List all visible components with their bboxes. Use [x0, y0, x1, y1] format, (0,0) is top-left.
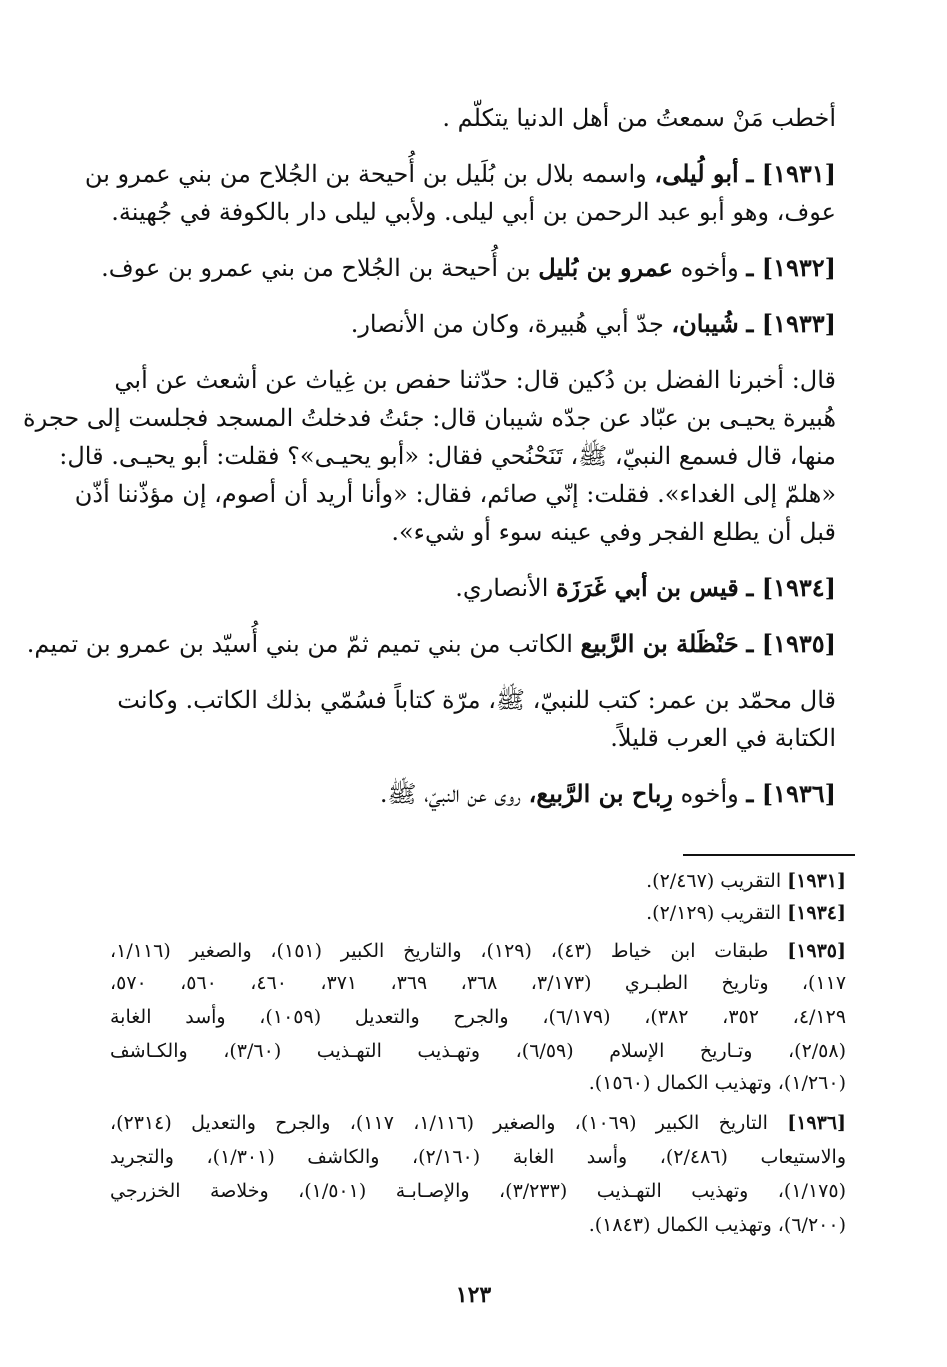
- footnote-line: [110, 1068, 846, 1098]
- entry-heading: [١٩٣٤] ـ: [746, 573, 836, 602]
- entry-heading: أبو لُيلى،: [654, 159, 739, 188]
- text-run: (٦/٢٠٠)، وتهذيب الكمال (١٨٤٣).: [588, 1214, 846, 1236]
- text-run: واسمه بلال بن بُلَيل بن أُحيحة بن الجُلاح من بني عمرو بن: [84, 160, 655, 188]
- body-line: [118, 514, 836, 550]
- text-run: ١١٧)، وتاريخ الطبـري (٣/١٧٣، ٣٦٨، ٣٦٩، ٣٧١، ٤٦٠، ٥٦٠، ٥٧٠،: [110, 972, 847, 994]
- entry-heading: رِباح بن الرَّبيع،: [528, 779, 673, 808]
- entry-heading: [١٩٣٥] ـ: [746, 629, 836, 658]
- text-run: طبقات ابن خياط (٤٣)، (١٢٩)، والتاريخ الكبير (١٥١)، والصغير (١/١١٦،: [110, 940, 788, 962]
- text-run: الأنصاري.: [455, 574, 557, 602]
- page-number: ١٢٣: [455, 1282, 492, 1308]
- entry-heading: قيس بن أبي غَرَزَة: [556, 573, 739, 602]
- text-run: قال محمّد بن عمر: كتب للنبيّ، ﷺ، مرّة كتاباً فسُمّي بذلك الكاتب. وكانت: [117, 686, 836, 714]
- footnote-key: [١٩٣١]: [787, 870, 846, 892]
- text-run: ٤/١٢٩، ٣٥٢، ٣٨٢)، (٦/١٧٩)، والجرح والتعديل (١٠٥٩)، وأسد الغابة: [110, 1006, 847, 1028]
- body-line: [118, 100, 836, 136]
- text-run: (١/٢٦٠)، وتهذيب الكمال (١٥٦٠).: [588, 1072, 846, 1094]
- footnote-line: [110, 1142, 846, 1172]
- entry-heading: [١٩٣١] ـ: [746, 159, 836, 188]
- body-line: [118, 570, 836, 606]
- body-line: [114, 362, 836, 398]
- text-run: «هلمّ إلى الغداء». فقلت: إنّي صائم، فقال: «وأنا أريد أن أصوم، إن مؤذّننا أذّن: [74, 480, 836, 508]
- text-run: وأخوه: [673, 780, 747, 808]
- text-run: التقريب (٢/١٢٩).: [646, 902, 788, 924]
- entry-heading: [١٩٣٣] ـ: [746, 309, 836, 338]
- entry-heading: [١٩٣٦] ـ: [746, 779, 836, 808]
- footnote-key: [١٩٣٤]: [787, 902, 846, 924]
- body-line: [118, 306, 836, 342]
- text-run: بن أُحيحة بن الجُلاح من بني عمرو بن عوف.: [101, 254, 539, 282]
- footnote-line: [110, 866, 846, 896]
- footnote-line: [110, 968, 846, 998]
- body-line: [59, 438, 836, 474]
- body-line: [118, 720, 836, 756]
- text-run: التقريب (٢/٤٦٧).: [646, 870, 788, 892]
- footnote-line: [110, 1108, 846, 1138]
- text-run: هُبيرة يحيـى بن عبّاد عن جدّه شيبان قال: جئتُ فدخلتُ المسجد فجلست إلى حجرة: [23, 404, 836, 432]
- body-line: [118, 776, 836, 812]
- body-line: [84, 156, 836, 192]
- text-run: قال: أخبرنا الفضل بن دُكين قال: حدّثنا حفص بن غِياث عن أشعث عن أبي: [114, 366, 836, 394]
- text-run: منها، قال فسمع النبيّ، ﷺ، تَنَحْنُحي فقال: «أبو يحيـى»؟ فقلت: أبو يحيـى. قال:: [59, 442, 836, 470]
- footnote-key: [١٩٣٦]: [787, 1112, 847, 1134]
- footnote-line: [110, 1210, 846, 1240]
- text-run: والاستيعاب (٢/٤٨٦)، وأسد الغابة (٢/١٦٠)، والكاشف (١/٣٠١)، والتجريد: [110, 1146, 846, 1168]
- body-line: [23, 400, 836, 436]
- body-line: [101, 250, 836, 286]
- text-run: أخطب مَنْ سمعتُ من أهل الدنيا يتكلّم .: [442, 104, 836, 132]
- text-run: روى عن النبيّ، ﷺ.: [379, 780, 529, 808]
- footnote-line: [110, 898, 846, 928]
- body-line: [118, 682, 836, 718]
- text-run: (١/١٧٥)، وتهذيب التهـذيب (٣/٢٣٣)، والإصـابـة (١/٥٠١)، وخلاصة الخزرجي: [110, 1180, 846, 1202]
- entry-heading: شُيبان،: [671, 309, 739, 338]
- entry-heading: عمرو بن بُليل: [538, 253, 673, 282]
- footnote-separator: [683, 854, 855, 856]
- footnote-key: [١٩٣٥]: [787, 940, 847, 962]
- body-line: [111, 194, 836, 230]
- text-run: الكاتب من بني تميم ثمّ من بني أُسيّد بن عمرو بن تميم.: [26, 630, 581, 658]
- text-run: جدّ أبي هُبيرة، وكان من الأنصار.: [350, 310, 672, 338]
- body-line: [26, 626, 836, 662]
- footnote-line: [110, 1176, 846, 1206]
- text-run: قبل أن يطلع الفجر وفي عينه سوء أو شيء».: [391, 518, 836, 546]
- footnote-line: [110, 936, 846, 966]
- text-run: وأخوه: [673, 254, 747, 282]
- text-run: (٢/٥٨)، وتـاريخ الإسلام (٦/٥٩)، وتهـذيب التهـذيب (٣/٦٠)، والكـاشف: [110, 1040, 847, 1062]
- entry-heading: [١٩٣٢] ـ: [746, 253, 836, 282]
- footnote-line: [110, 1002, 846, 1032]
- entry-heading: حَنْظَلة بن الرَّبيع: [580, 629, 739, 658]
- text-run: التاريخ الكبير (١٠٦٩)، والصغير (١/١١٦، ١١٧)، والجرح والتعديل (٢٣١٤)،: [110, 1112, 788, 1134]
- text-run: عوف، وهو أبو عبد الرحمن بن أبي ليلى. ولأبي ليلى دار بالكوفة في جُهينة.: [111, 198, 836, 226]
- body-line: [74, 476, 836, 512]
- footnote-line: [110, 1036, 846, 1066]
- text-run: الكتابة في العرب قليلاً.: [610, 724, 836, 752]
